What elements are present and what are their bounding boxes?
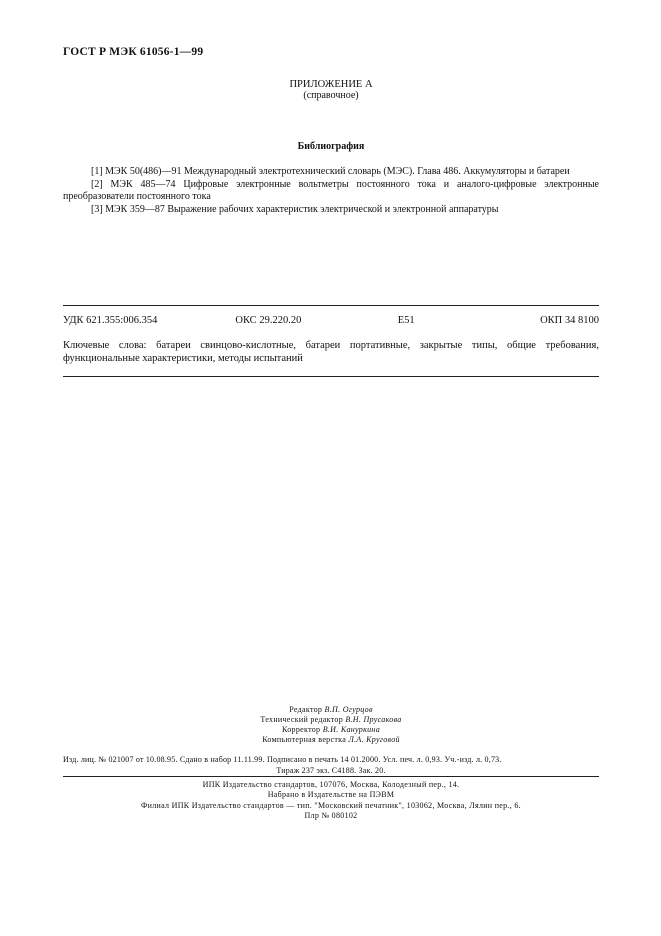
okp-code: ОКП 34 8100 (540, 315, 599, 326)
credit-person: В.Н. Прусакова (345, 715, 402, 724)
printing-line: Филиал ИПК Издательство стандартов — тип. "Московский печатник", 103062, Москва, Лялин пер., 6. (141, 800, 521, 810)
publication-info (63, 755, 599, 776)
standard-header: ГОСТ Р МЭК 61056-1—99 (63, 46, 204, 58)
publication-line: Тираж 237 экз. С4188. Зак. 20. (276, 765, 386, 775)
credit-label: Технический редактор (260, 715, 343, 724)
bibliography-title: Библиография (297, 141, 365, 152)
credit-layout (63, 735, 599, 744)
credit-person: В.И. Кануркина (322, 725, 380, 734)
e-code: Е51 (397, 315, 415, 326)
bibliography-list (63, 166, 599, 216)
appendix-title: ПРИЛОЖЕНИЕ А (289, 79, 373, 90)
printing-info (63, 780, 599, 821)
keywords-text: Ключевые слова: батареи свинцово-кислотные, батареи портативные, закрытые типы, общие требования, функциональные характеристики, методы испытаний (63, 340, 599, 364)
credit-person: В.П. Огурцов (324, 705, 373, 714)
credit-label: Компьютерная верстка (262, 735, 347, 744)
credit-corrector (63, 725, 599, 734)
bottom-divider (63, 376, 599, 377)
publication-line: Изд. лиц. № 021007 от 10.08.95. Сдано в набор 11.11.99. Подписано в печать 14 01.2000. Усл. печ. л. 0,93. Уч.-изд. л. 0,73. (63, 755, 502, 764)
bibliography-entry: [2] МЭК 485—74 Цифровые электронные вольтметры постоянного тока и аналого-цифровые электронные преобразователи постоянного тока (63, 178, 599, 203)
credit-person: Л.А. Круговой (348, 735, 400, 744)
bibliography-entry: [1] МЭК 50(486)—91 Международный электротехнический словарь (МЭС). Глава 486. Аккумуляторы и батареи (91, 166, 570, 177)
printing-line: Плр № 080102 (304, 810, 358, 820)
appendix-subtitle: (справочное) (303, 90, 359, 101)
bibliography-entry: [3] МЭК 359—87 Выражение рабочих характеристик электрической и электронной аппаратуры (91, 203, 499, 215)
credit-label: Корректор (282, 725, 321, 734)
top-divider (63, 305, 599, 306)
credit-editor (63, 705, 599, 714)
printing-line: Набрано в Издательстве на ПЭВМ (267, 790, 395, 800)
printing-line: ИПК Издательство стандартов, 107076, Москва, Колодезный пер., 14. (202, 780, 460, 789)
oks-code: ОКС 29.220.20 (235, 315, 302, 326)
print-divider (63, 776, 599, 777)
credit-label: Редактор (289, 705, 323, 714)
credit-tech-editor (63, 715, 599, 724)
classification-row (63, 315, 599, 326)
udk-code: УДК 621.355:006.354 (63, 315, 158, 326)
